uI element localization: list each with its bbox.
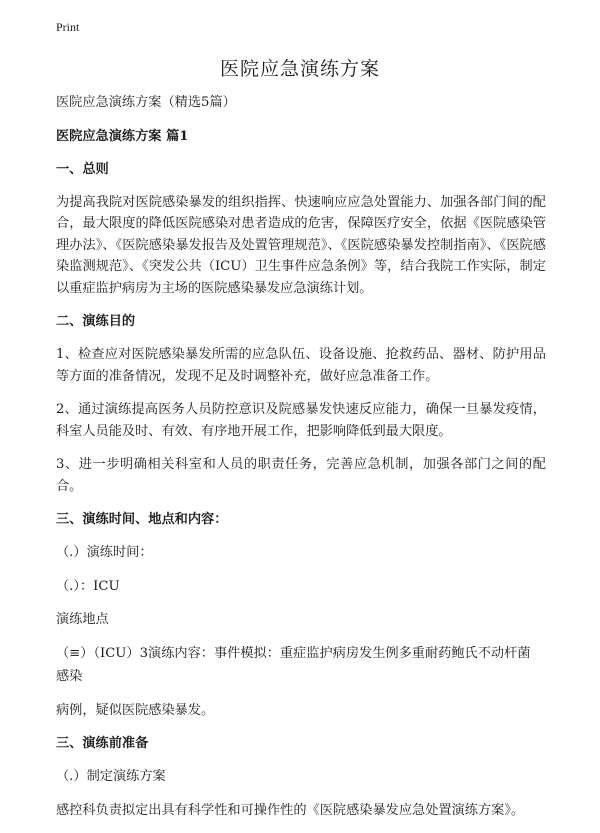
paragraph-plan-detail: 感控科负责拟定出具有科学性和可操作性的《医院感染暴发应急处置演练方案》。 [56, 802, 525, 818]
document-title: 医院应急演练方案 [219, 58, 380, 80]
paragraph-purpose-2: 2、通过演练提高医务人员防控意识及院感暴发快速反应能力，确保一旦暴发疫情，科室人员能及时、有效、有序地开展工作，把影响降低到最大限度。 [56, 402, 546, 439]
article-heading: 医院应急演练方案 篇1 [56, 128, 189, 144]
paragraph-icu: （.）：ICU [56, 578, 120, 594]
paragraph-case: 病例，疑似医院感染暴发。 [56, 702, 215, 718]
paragraph-purpose-1: 1、检查应对医院感染暴发所需的应急队伍、设备设施、抢救药品、器材、防护用品等方面的准备情况，发现不足及时调整补充，做好应急准备工作。 [56, 347, 546, 384]
paragraph-plan: （.）制定演练方案 [56, 769, 166, 784]
document-body [56, 92, 546, 833]
paragraph-drill-content: （≡）（ICU）3演练内容：事件模拟：重症监护病房发生例多重耐药鲍氏不动杆菌 [56, 645, 531, 661]
print-link[interactable]: Print [56, 20, 80, 34]
paragraph-drill-content-cont: 感染 [56, 669, 83, 684]
section-heading-time-place: 三、演练时间、地点和内容： [56, 512, 228, 527]
paragraph-purpose-3: 3、进一步明确相关科室和人员的职责任务，完善应急机制，加强各部门之间的配合。 [56, 457, 546, 494]
paragraph-drill-place: 演练地点 [56, 612, 109, 627]
paragraph-general: 为提高我院对医院感染暴发的组织指挥、快速响应应急处置能力、加强各部门间的配合，最大限度的降低医院感染对患者造成的危害，保障医疗安全，依据《医院感染管理办法》、《医院感染暴发报告及处置管理规范》、《医院感染暴发控制指南》、《医院感染监测规范》、《突发公共（ICU）卫生事件应急条例》等，结合我院工作实际，制定以重症监护病房为主场的医院感染暴发应急演练计划。 [56, 194, 546, 296]
section-heading-purpose: 二、演练目的 [56, 314, 136, 329]
paragraph-drill-time: （.）演练时间： [56, 545, 153, 560]
section-heading-general: 一、总则 [56, 161, 109, 177]
document-subtitle: 医院应急演练方案（精选5篇） [56, 95, 236, 110]
section-heading-preparation: 三、演练前准备 [56, 736, 149, 751]
